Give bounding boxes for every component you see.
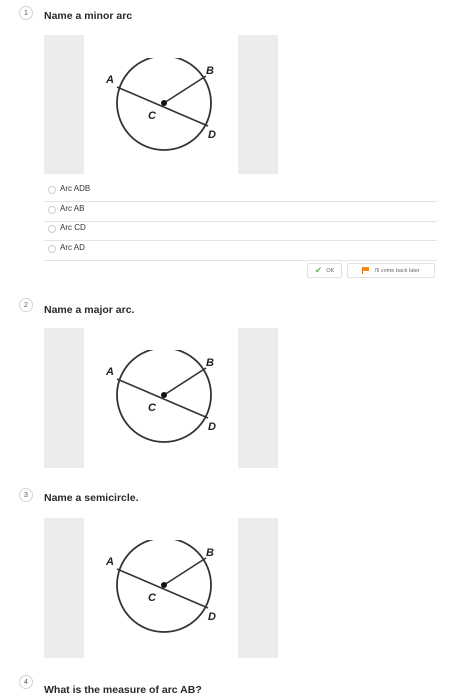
label-a: A: [106, 74, 114, 86]
segment-a-d: [117, 379, 208, 418]
check-icon: ✔: [314, 265, 323, 275]
label-a: A: [106, 366, 114, 378]
answer-option-1[interactable]: [44, 183, 437, 202]
label-d: D: [208, 129, 216, 141]
question-title-1: Name a minor arc: [44, 10, 133, 22]
figure-panel-left-2: [44, 328, 84, 468]
radio-icon[interactable]: [48, 245, 56, 253]
ok-button[interactable]: [307, 263, 342, 278]
label-d: D: [208, 421, 216, 433]
figure-panel-left-1: [44, 35, 84, 174]
center-point: [161, 100, 167, 106]
figure-panel-right-3: [238, 518, 278, 658]
question-number-4: 4: [19, 675, 33, 689]
question-title-4: What is the measure of arc AB?: [44, 684, 202, 696]
answer-option-3[interactable]: [44, 222, 437, 241]
question-number-3: 3: [19, 488, 33, 502]
center-point: [161, 582, 167, 588]
answer-option-4[interactable]: [44, 242, 437, 261]
circle-figure-1: [100, 58, 230, 153]
segment-a-d: [117, 569, 208, 608]
come-back-later-button[interactable]: [347, 263, 435, 278]
figure-panel-right-1: [238, 35, 278, 174]
question-title-2: Name a major arc.: [44, 304, 135, 316]
answer-option-label: Arc AB: [60, 204, 85, 213]
segment-c-b: [164, 76, 206, 103]
answer-option-label: Arc AD: [60, 243, 85, 252]
label-d: D: [208, 611, 216, 623]
question-number-1: 1: [19, 6, 33, 20]
label-c: C: [148, 402, 156, 414]
center-point: [161, 392, 167, 398]
come-back-later-label: I'll come back later: [374, 267, 420, 274]
flag-icon: [362, 267, 370, 274]
answer-option-label: Arc ADB: [60, 184, 91, 193]
label-a: A: [106, 556, 114, 568]
segment-c-b: [164, 368, 206, 395]
answer-option-2[interactable]: [44, 203, 437, 222]
segment-c-b: [164, 558, 206, 585]
question-title-3: Name a semicircle.: [44, 492, 139, 504]
radio-icon[interactable]: [48, 206, 56, 214]
figure-panel-right-2: [238, 328, 278, 468]
radio-icon[interactable]: [48, 186, 56, 194]
label-b: B: [206, 547, 214, 559]
circle-figure-3: [100, 540, 230, 635]
ok-button-label: OK: [326, 267, 335, 274]
segment-a-d: [117, 87, 208, 126]
answer-option-label: Arc CD: [60, 223, 86, 232]
label-b: B: [206, 357, 214, 369]
label-c: C: [148, 110, 156, 122]
figure-panel-left-3: [44, 518, 84, 658]
label-c: C: [148, 592, 156, 604]
label-b: B: [206, 65, 214, 77]
circle-figure-2: [100, 350, 230, 445]
radio-icon[interactable]: [48, 225, 56, 233]
question-number-2: 2: [19, 298, 33, 312]
